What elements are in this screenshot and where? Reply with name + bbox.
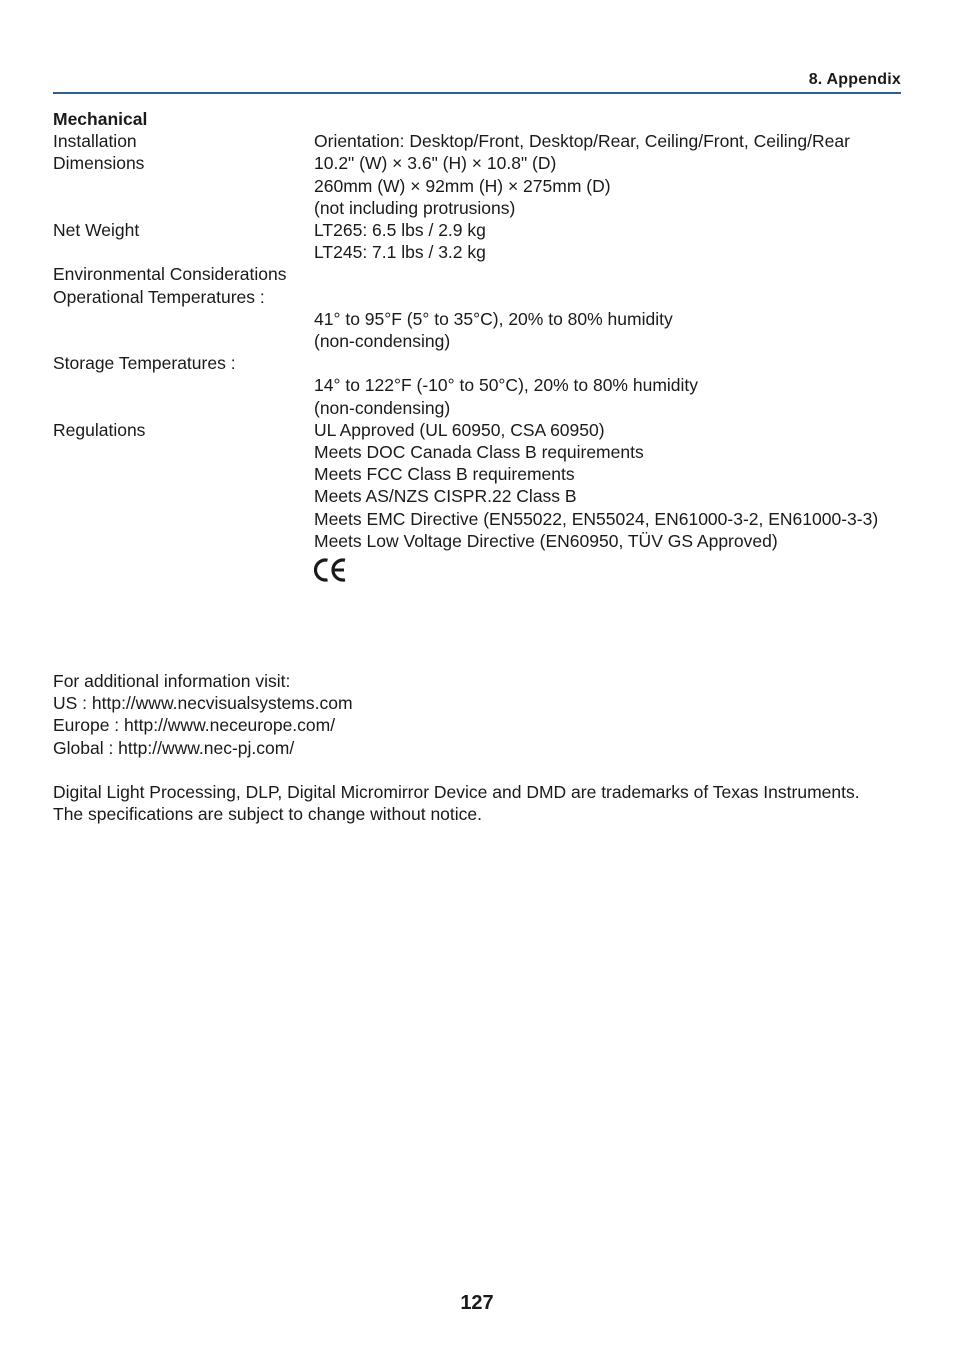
spec-values	[314, 374, 901, 418]
spec-value: LT245: 7.1 lbs / 3.2 kg	[314, 242, 486, 263]
spec-value: 41° to 95°F (5° to 35°C), 20% to 80% humidity	[314, 308, 673, 329]
info-intro: For additional information visit:	[53, 671, 291, 691]
spec-value: 14° to 122°F (-10° to 50°C), 20% to 80% humidity	[314, 375, 699, 396]
spec-row	[53, 130, 901, 152]
spec-row	[53, 308, 901, 352]
page-number: 127	[460, 1292, 494, 1314]
spec-values	[314, 419, 901, 552]
spec-label: Environmental Considerations	[53, 264, 287, 285]
spec-value: 260mm (W) × 92mm (H) × 275mm (D)	[314, 175, 611, 196]
spec-values	[314, 286, 901, 308]
info-link-europe: Europe : http://www.neceurope.com/	[53, 715, 336, 736]
spec-row	[53, 286, 901, 308]
spec-value: Meets AS/NZS CISPR.22 Class B	[314, 486, 577, 507]
spec-label	[53, 308, 314, 352]
spec-value: LT265: 6.5 lbs / 2.9 kg	[314, 220, 486, 241]
spec-value: Meets DOC Canada Class B requirements	[314, 442, 644, 463]
spec-values	[314, 263, 901, 285]
spec-value: 10.2" (W) × 3.6" (H) × 10.8" (D)	[314, 153, 557, 174]
spec-label: Net Weight	[53, 220, 140, 241]
specifications-table	[53, 108, 901, 583]
spec-value: Orientation: Desktop/Front, Desktop/Rear, Ceiling/Front, Ceiling/Rear	[314, 131, 850, 152]
spec-label	[53, 374, 314, 418]
spec-value: (non-condensing)	[314, 331, 451, 352]
header-divider	[53, 92, 901, 94]
spec-value: UL Approved (UL 60950, CSA 60950)	[314, 419, 605, 440]
info-link-us: US : http://www.necvisualsystems.com	[53, 693, 353, 714]
spec-values	[314, 152, 901, 219]
trademark-notice: Digital Light Processing, DLP, Digital Micromirror Device and DMD are trademarks of Texas Instruments.	[53, 781, 860, 802]
additional-info	[53, 670, 901, 825]
spec-label: Regulations	[53, 419, 146, 440]
info-link-global: Global : http://www.nec-pj.com/	[53, 737, 295, 758]
change-notice: The specifications are subject to change without notice.	[53, 804, 482, 825]
spec-label: Installation	[53, 131, 137, 152]
spec-row	[53, 263, 901, 285]
spec-value: Meets FCC Class B requirements	[314, 464, 575, 485]
spec-label: Operational Temperatures :	[53, 286, 265, 307]
spec-values	[314, 352, 901, 374]
spec-values	[314, 219, 901, 263]
spec-label: Storage Temperatures :	[53, 353, 236, 374]
spec-row	[53, 219, 901, 263]
spec-row	[53, 152, 901, 219]
spec-value: (non-condensing)	[314, 397, 451, 418]
spec-value: (not including protrusions)	[314, 197, 516, 218]
section-title: Mechanical	[53, 109, 148, 129]
spec-rows	[53, 130, 901, 552]
spec-values	[314, 308, 901, 352]
spec-values	[314, 130, 901, 152]
spec-value: Meets EMC Directive (EN55022, EN55024, EN61000-3-2, EN61000-3-3)	[314, 508, 879, 529]
ce-row	[53, 552, 901, 583]
spec-value: Meets Low Voltage Directive (EN60950, TÜV GS Approved)	[314, 530, 778, 551]
ce-mark-icon	[314, 557, 348, 583]
section-header-title: 8. Appendix	[808, 71, 901, 88]
spec-row	[53, 352, 901, 374]
spec-row	[53, 419, 901, 552]
spec-label: Dimensions	[53, 153, 145, 174]
spec-row	[53, 374, 901, 418]
